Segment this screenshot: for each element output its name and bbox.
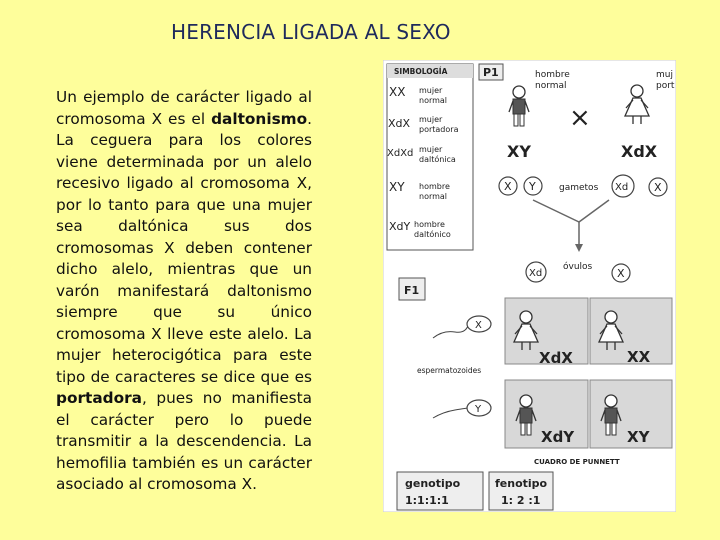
page-title: HERENCIA LIGADA AL SEXO — [171, 20, 451, 44]
svg-text:Y: Y — [475, 404, 482, 415]
fenotipo-ratio: 1: 2 :1 — [501, 494, 541, 507]
offspring-genotype: XY — [627, 428, 650, 446]
legend-label: mujer — [419, 86, 443, 95]
male-parent-label: normal — [535, 81, 567, 91]
svg-text:Xd: Xd — [615, 182, 629, 193]
genotipo-ratio: 1:1:1:1 — [405, 494, 449, 507]
paragraph-text: . La ceguera para los colores viene determinada por un alelo recesivo ligado al cromosoma X, por lo tanto para que una mujer sea daltónica sus dos cromosomas X deben contener dicho alelo, mientras que un varón manifestará daltonismo siempre que su único cromosoma X lleve este alelo. La mujer heterocigótica para este tipo de caracteres se dice que es — [56, 109, 312, 386]
gametos-label: gametos — [559, 183, 599, 193]
legend-label: daltónico — [414, 230, 451, 239]
parent-female-genotype: XdX — [621, 142, 658, 161]
female-parent-label: port — [656, 81, 675, 91]
legend-code: XdY — [389, 220, 411, 233]
fenotipo-label: fenotipo — [495, 477, 548, 490]
svg-text:X: X — [504, 180, 512, 193]
svg-text:X: X — [617, 267, 625, 280]
offspring-genotype: XX — [627, 348, 651, 366]
legend-label: normal — [419, 96, 448, 105]
male-parent-label: hombre — [535, 70, 570, 80]
paragraph-text: , pues no manifiesta el carácter pero lo puede transmitir a la descendencia. La hemofilia también es un carácter asociado al cromosoma X. — [56, 389, 312, 493]
f1-label: F1 — [404, 284, 420, 297]
legend-code: XY — [389, 180, 405, 194]
legend-code: XdX — [388, 117, 411, 130]
paragraph-text: Un ejemplo de carácter ligado al cromosoma X es el — [56, 88, 312, 128]
svg-text:Xd: Xd — [529, 268, 543, 279]
genotipo-label: genotipo — [405, 477, 461, 490]
legend-code: XdXd — [387, 148, 414, 159]
legend-label: hombre — [419, 182, 450, 191]
p1-label: P1 — [483, 66, 499, 79]
legend-label: mujer — [419, 115, 443, 124]
ovulos-label: óvulos — [563, 262, 593, 272]
cross-symbol: × — [569, 103, 591, 133]
svg-text:X: X — [475, 320, 482, 331]
legend-box — [387, 64, 473, 250]
offspring-genotype: XdY — [541, 428, 575, 446]
inheritance-diagram — [383, 60, 676, 512]
espermatozoides-label: espermatozoides — [417, 366, 482, 375]
term-portadora: portadora — [56, 389, 142, 407]
punnett-caption: CUADRO DE PUNNETT — [534, 458, 620, 466]
term-daltonismo: daltonismo — [211, 109, 308, 128]
female-parent-label: muj — [656, 70, 673, 80]
explanation-paragraph — [56, 87, 312, 496]
legend-label: portadora — [419, 125, 459, 134]
legend-label: hombre — [414, 220, 445, 229]
legend-label: normal — [419, 192, 448, 201]
offspring-genotype: XdX — [539, 349, 573, 367]
legend-code: XX — [389, 85, 406, 99]
parent-male-genotype: XY — [507, 142, 531, 161]
legend-label: daltónica — [419, 155, 456, 164]
svg-text:X: X — [654, 181, 662, 194]
legend-label: mujer — [419, 145, 443, 154]
svg-text:Y: Y — [529, 180, 536, 193]
legend-title: SIMBOLOGÍA — [394, 67, 448, 76]
